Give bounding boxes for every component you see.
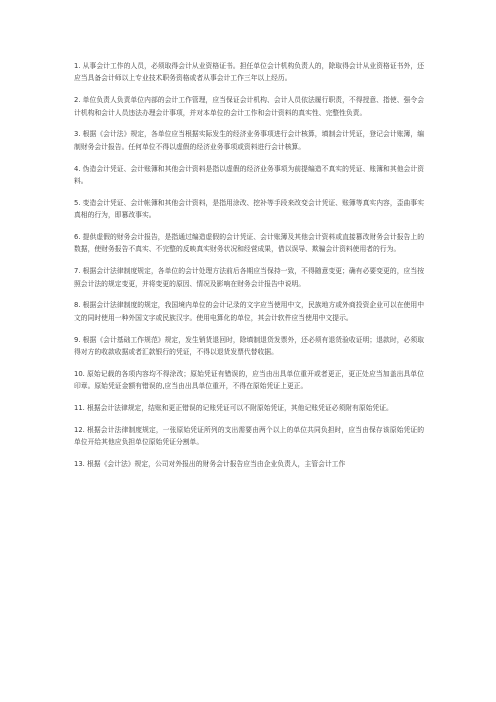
paragraph-7: 7. 根据会计法律制度规定，各单位的会计处理方法前后各期应当保持一致，不得随意变更；确有必要变更的，应当按照会计法的规定变更，并将变更的原因、情况及影响在财务会计报告中说明。 [74,267,424,288]
paragraph-2: 2. 单位负责人负责单位内部的会计工作管理，应当保证会计机构、会计人员依法履行职责，不得授意、指使、强令会计机构和会计人员违法办理会计事项，并对本单位的会计工作和会计资料的真实性、完整性负责。 [74,96,424,117]
paragraph-list [74,60,424,470]
paragraph-10: 10. 原始记载的各项内容均不得涂改；原始凭证有错误的，应当由出具单位重开或者更正，更正处应当加盖出具单位印章。原始凭证金额有错误的,应当由出具单位重开，不得在原始凭证上更正。 [74,369,424,391]
paragraph-3: 3. 根据《会计法》规定，各单位应当根据实际发生的经济业务事项进行会计核算，填制会计凭证，登记会计账簿，编制财务会计报告。任何单位不得以虚假的经济业务事项或资料进行会计核算。 [74,130,424,151]
paragraph-13: 13. 根据《会计法》规定，公司对外报出的财务会计报告应当由企业负责人，主管会计工作 [74,460,346,469]
paragraph-4: 4. 伪造会计凭证、会计账簿和其他会计资料是指以虚假的经济业务事项为前提编造不真实的凭证、账簿和其他会计资料。 [74,164,424,186]
paragraph-9: 9. 根据《会计基础工作规范》规定，发生销货退回时，除填制退货发票外，还必须有退货验收证明；退款时，必须取得对方的收款收据或者汇款银行的凭证，不得以退货发票代替收据。 [74,335,424,357]
paragraph-12: 12. 根据会计法律制度规定，一张原始凭证所列的支出需要由两个以上的单位共同负担时，应当由保存该原始凭证的单位开给其他应负担单位原始凭证分割单。 [74,425,424,447]
paragraph-6: 6. 提供虚假的财务会计报告，是指通过编造虚假的会计凭证、会计账簿及其他会计资料或直接篡改财务会计报告上的数据，使财务报告不真实、不完整的反映真实财务状况和经营成果，借以误导、欺骗会计资料使用者的行为。 [74,233,424,254]
paragraph-5: 5. 变造会计凭证、会计帐簿和其他会计资料，是指用涂改、挖补等手段来改变会计凭证、账簿等真实内容，歪曲事实真相的行为，即篡改事实。 [74,198,424,220]
paragraph-8: 8. 根据会计法律制度的规定，我国境内单位的会计记录的文字应当使用中文，民族地方或外商投资企业可以在使用中文的同时使用一种外国文字或民族汉字。使用电算化的单位，其会计软件应当使用中文提示。 [74,301,424,322]
paragraph-1: 1. 从事会计工作的人员，必须取得会计从业资格证书。担任单位会计机构负责人的，除取得会计从业资格证书外，还应当具备会计师以上专业技术职务资格或者从事会计工作三年以上经历。 [74,62,424,83]
paragraph-11: 11. 根据会计法律规定，结账和更正错误的记账凭证可以不附原始凭证，其他记账凭证必须附有原始凭证。 [74,404,393,413]
